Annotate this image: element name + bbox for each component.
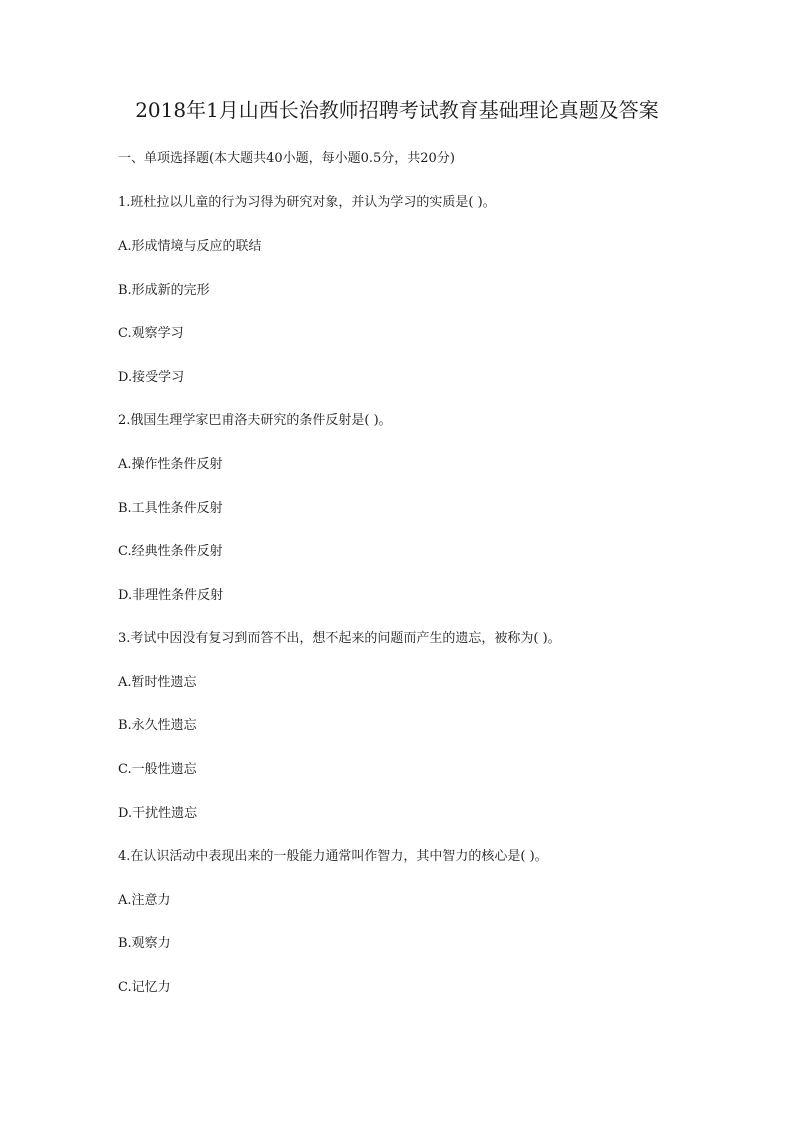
question-2-option-a: A.操作性条件反射 [118, 457, 223, 472]
question-4-option-a: A.注意力 [118, 893, 171, 908]
question-3-option-b: B.永久性遗忘 [118, 718, 197, 733]
question-3-option-c: C.一般性遗忘 [118, 762, 197, 777]
question-4-option-c: C.记忆力 [118, 980, 171, 995]
question-3-option-d: D.干扰性遗忘 [118, 806, 198, 821]
question-1-option-a: A.形成情境与反应的联结 [118, 239, 262, 254]
question-3-stem: 3.考试中因没有复习到而答不出，想不起来的问题而产生的遗忘，被称为( )。 [118, 631, 561, 646]
question-2-option-c: C.经典性条件反射 [118, 544, 223, 559]
question-1-option-c: C.观察学习 [118, 326, 184, 341]
question-2-option-b: B.工具性条件反射 [118, 501, 223, 516]
question-1-option-d: D.接受学习 [118, 370, 185, 385]
question-4-stem: 4.在认识活动中表现出来的一般能力通常叫作智力，其中智力的核心是( )。 [118, 849, 548, 864]
question-2-stem: 2.俄国生理学家巴甫洛夫研究的条件反射是( )。 [118, 413, 392, 428]
document-title: 2018年1月山西长治教师招聘考试教育基础理论真题及答案 [135, 98, 659, 122]
section-heading: 一、单项选择题(本大题共40小题，每小题0.5分，共20分) [118, 151, 455, 166]
question-1-stem: 1.班杜拉以儿童的行为习得为研究对象，并认为学习的实质是( )。 [118, 195, 496, 210]
question-1-option-b: B.形成新的完形 [118, 283, 210, 298]
question-2-option-d: D.非理性条件反射 [118, 588, 224, 603]
question-3-option-a: A.暂时性遗忘 [118, 675, 197, 690]
question-4-option-b: B.观察力 [118, 936, 171, 951]
